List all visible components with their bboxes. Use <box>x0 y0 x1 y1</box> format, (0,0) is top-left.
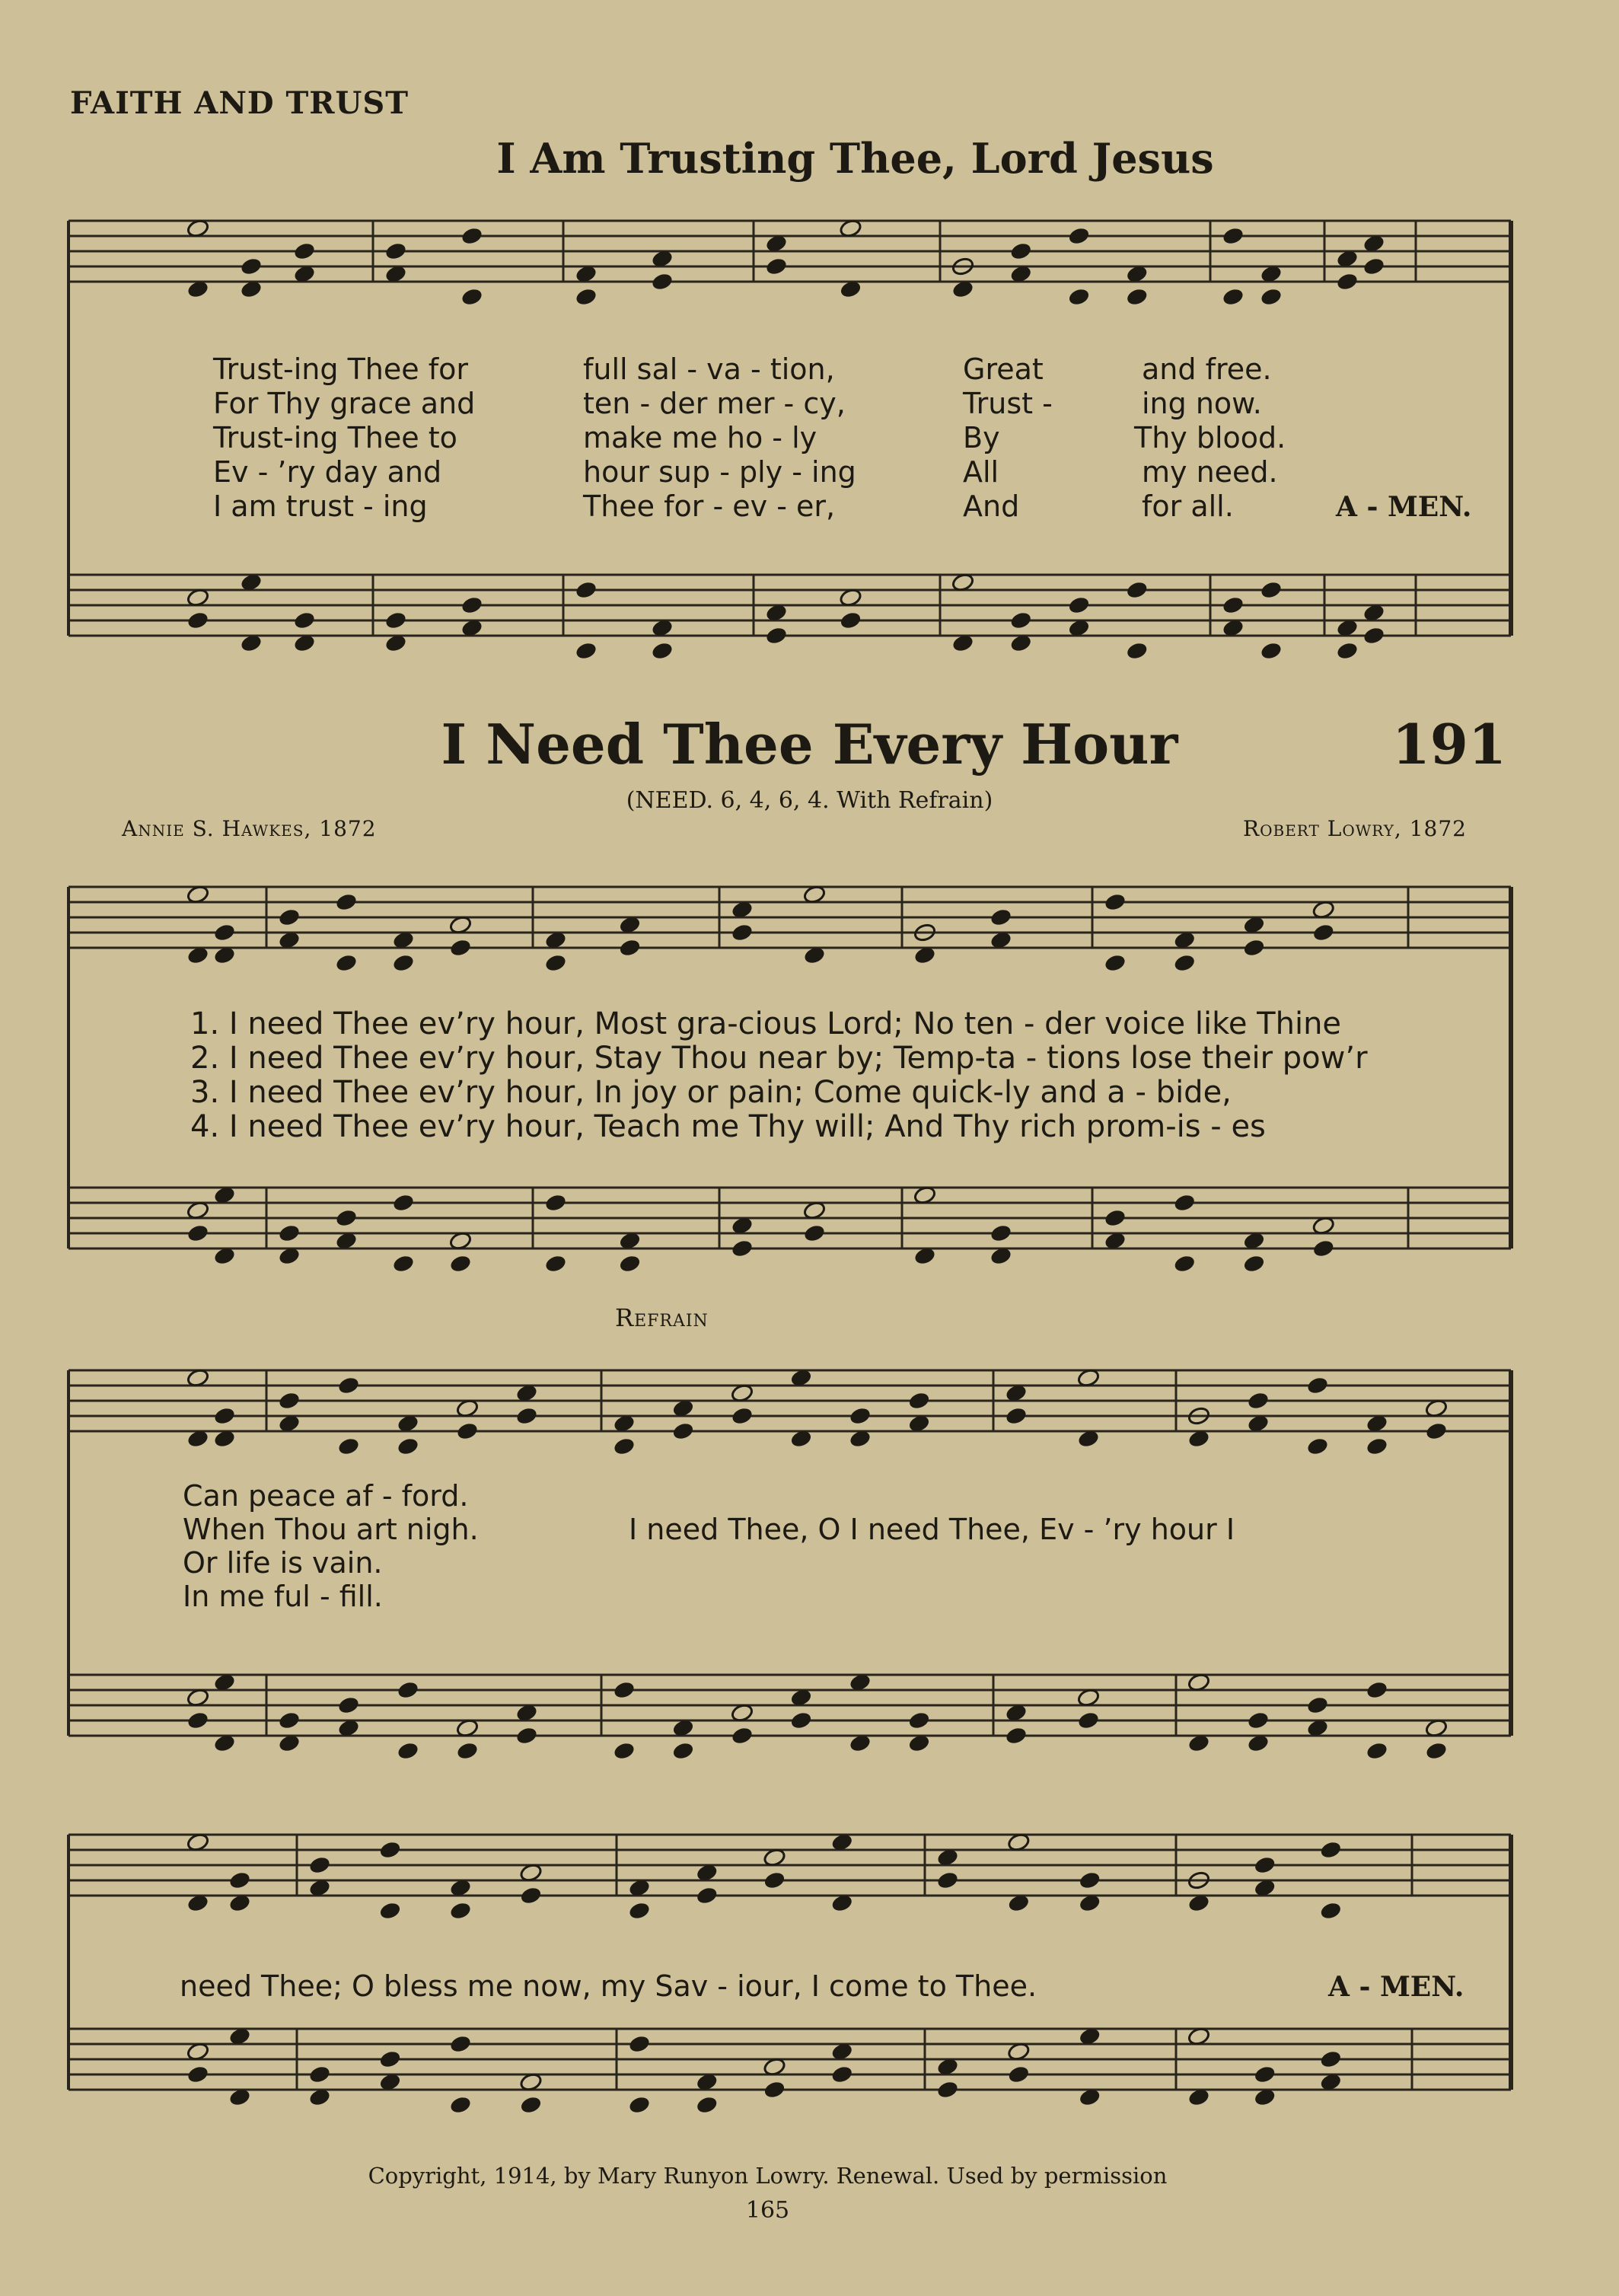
verse-line: ten - der mer - cy, <box>583 387 846 420</box>
verse-line: 1. I need Thee ev’ry hour, Most gra-cious Lord; No ten - der voice like Thine <box>190 1006 1342 1041</box>
author-credit: Annie S. Hawkes, 1872 <box>122 816 377 841</box>
verse-line: Ev - ’ry day and <box>213 455 442 489</box>
verse-line: Trust-ing Thee for <box>213 352 468 386</box>
verse-line: 4. I need Thee ev’ry hour, Teach me Thy will; And Thy rich prom-is - es <box>190 1109 1266 1144</box>
verse-line: make me ho - ly <box>583 421 817 454</box>
verse-line: Thee for - ev - er, <box>583 489 836 523</box>
composer-credit: Robert Lowry, 1872 <box>1243 816 1467 841</box>
verse-line: for all. <box>1142 489 1234 523</box>
verse-ending: When Thou art nigh. <box>183 1513 479 1546</box>
verse-line: 2. I need Thee ev’ry hour, Stay Thou near by; Temp-ta - tions lose their pow’r <box>190 1041 1368 1076</box>
verse-line: hour sup - ply - ing <box>583 455 856 489</box>
verse-line: By <box>963 421 1000 454</box>
verse-line: Trust - <box>963 387 1053 420</box>
verse-line: full sal - va - tion, <box>583 352 835 386</box>
hymn-number: 191 <box>1391 712 1506 776</box>
section-label: FAITH AND TRUST <box>70 85 410 121</box>
hymn-upper-title: I Am Trusting Thee, Lord Jesus <box>496 134 1214 183</box>
verse-line: And <box>963 489 1020 523</box>
tune-meter: (NEED. 6, 4, 6, 4. With Refrain) <box>626 787 993 814</box>
refrain-label: Refrain <box>615 1303 709 1332</box>
verse-line: ing now. <box>1142 387 1262 420</box>
verse-ending: Can peace af - ford. <box>183 1479 469 1513</box>
amen-upper: A - MEN. <box>1336 491 1472 523</box>
verse-line: 3. I need Thee ev’ry hour, In joy or pain; Come quick-ly and a - bide, <box>190 1075 1232 1110</box>
verse-line: my need. <box>1142 455 1278 489</box>
verse-ending: Or life is vain. <box>183 1546 383 1580</box>
refrain-line: need Thee; O bless me now, my Sav - iour, I come to Thee. <box>180 1969 1037 2003</box>
verse-line: All <box>963 455 999 489</box>
verse-line: Thy blood. <box>1134 421 1286 454</box>
verse-line: I am trust - ing <box>213 489 428 523</box>
verse-line: For Thy grace and <box>213 387 476 420</box>
page-number: 165 <box>745 2197 790 2224</box>
verse-line: Great <box>963 352 1044 386</box>
copyright-notice: Copyright, 1914, by Mary Runyon Lowry. Renewal. Used by permission <box>368 2163 1168 2189</box>
refrain-line: I need Thee, O I need Thee, Ev - ’ry hour I <box>629 1513 1235 1546</box>
verse-line: and free. <box>1142 352 1272 386</box>
hymn-title: I Need Thee Every Hour <box>441 712 1178 776</box>
verse-ending: In me ful - fill. <box>183 1580 383 1613</box>
amen-main: A - MEN. <box>1328 1971 1464 2003</box>
verse-line: Trust-ing Thee to <box>213 421 457 454</box>
